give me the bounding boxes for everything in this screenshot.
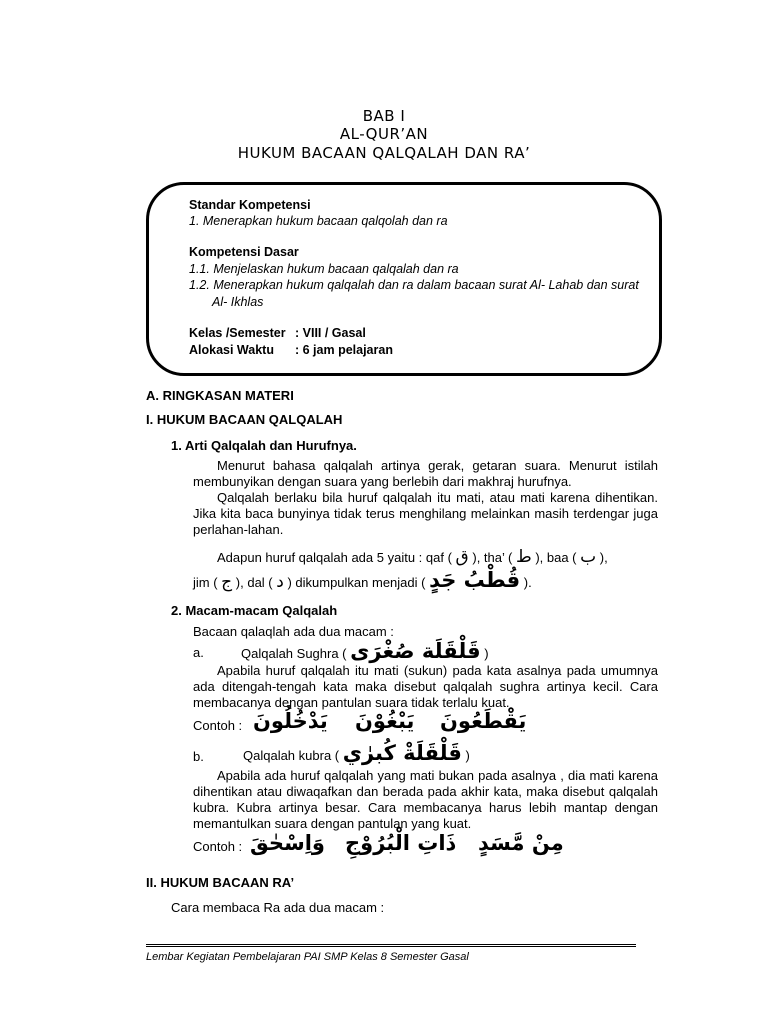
type-b-title bbox=[243, 741, 470, 765]
subsection-2-heading: 2. Macam-macam Qalqalah bbox=[171, 603, 338, 618]
type-a-example-label: Contoh : bbox=[193, 718, 243, 733]
type-b-paragraph: Apabila ada huruf qalqalah yang mati bukan pada asalnya , dia mati karena dihentikan atau diwaqafkan dan berada pada akhir kata, maka disebut qalqalah kubra. Kubra artinya besar. Cara membacanya harus lebih mantap dengan memantulkan suara dengan pantulan yang kuat. bbox=[193, 768, 658, 831]
type-b-example-label: Contoh : bbox=[193, 839, 243, 854]
type-b-marker: b. bbox=[193, 749, 204, 764]
section-a-heading: A. RINGKASAN MATERI bbox=[146, 388, 294, 403]
type-a-close: ) bbox=[484, 646, 489, 661]
type-a-marker: a. bbox=[193, 645, 204, 660]
type-a-example-1: يَقْطَعُونَ bbox=[440, 709, 527, 733]
letters-text-c: ), baa ( bbox=[535, 550, 577, 565]
kd-item-1: 1.1. Menjelaskan hukum bacaan qalqalah dan ra bbox=[189, 262, 459, 276]
type-a-example-3: يَدْخُلُونَ bbox=[253, 709, 328, 733]
letter-tha: ط bbox=[515, 547, 532, 567]
chapter-title: AL-QUR’AN bbox=[339, 125, 429, 143]
chapter-subtitle: HUKUM BACAAN QALQALAH DAN RA’ bbox=[237, 144, 531, 162]
section-2-heading: II. HUKUM BACAAN RA’ bbox=[146, 875, 295, 890]
kd-heading: Kompetensi Dasar bbox=[189, 245, 299, 259]
alokasi-label: Alokasi Waktu bbox=[189, 343, 274, 357]
footer-rule-bottom bbox=[146, 946, 636, 947]
paragraph-qalqalah-rule: Qalqalah berlaku bila huruf qalqalah itu mati, atau mati karena dihentikan. Jika kita baca bunyinya tidak terus menghilang melainkan masih terdengar juga perlahan-lahan. bbox=[193, 490, 658, 537]
type-b-label: Qalqalah kubra ( bbox=[243, 748, 340, 763]
sk-heading: Standar Kompetensi bbox=[189, 198, 311, 212]
type-b-example-2: ذَاتِ الْبُرُوْجِ bbox=[345, 831, 457, 855]
letter-qaf: ق bbox=[455, 547, 469, 567]
letters-text-d: ), bbox=[599, 550, 608, 565]
kelas-label: Kelas /Semester bbox=[189, 326, 286, 340]
kd-item-2: 1.2. Menerapkan hukum qalqalah dan ra dalam bacaan surat Al- Lahab dan surat bbox=[189, 278, 639, 292]
footer-text: Lembar Kegiatan Pembelajaran PAI SMP Kelas 8 Semester Gasal bbox=[146, 951, 469, 963]
section-1-heading: I. HUKUM BACAAN QALQALAH bbox=[146, 412, 343, 427]
letter-jim: ج bbox=[221, 572, 233, 592]
letter-baa: ب bbox=[580, 547, 597, 567]
kelas-value: : VIII / Gasal bbox=[295, 326, 366, 340]
letters-line-2 bbox=[193, 568, 532, 592]
subsection-1-heading: 1. Arti Qalqalah dan Hurufnya. bbox=[171, 438, 357, 453]
phrase-qutbu-jadin: قُطْبُ جَدٍ bbox=[429, 568, 521, 592]
type-b-close: ) bbox=[465, 748, 470, 763]
type-a-example-2: يَبْغُوْنَ bbox=[355, 709, 415, 733]
letters-text-b: ), tha’ ( bbox=[472, 550, 513, 565]
paragraph-definition: Menurut bahasa qalqalah artinya gerak, getaran suara. Menurut istilah membunyikan dengan suara yang berlebih dari makhraj hurufnya. bbox=[193, 458, 658, 489]
type-b-example-1: مِنْ مَّسَدٍ bbox=[478, 831, 564, 855]
sk-item: 1. Menerapkan hukum bacaan qalqolah dan ra bbox=[189, 214, 448, 228]
letters-text-g: ) dikumpulkan menjadi ( bbox=[287, 575, 426, 590]
letters-text-h: ). bbox=[523, 575, 532, 590]
kd-item-2-continued: Al- Ikhlas bbox=[212, 295, 264, 309]
letters-text-f: ), dal ( bbox=[235, 575, 273, 590]
letters-text-e: jim ( bbox=[193, 575, 218, 590]
letters-line-1 bbox=[217, 547, 608, 567]
types-intro: Bacaan qalaqlah ada dua macam : bbox=[193, 624, 394, 639]
type-b-arabic: قَلْقَلَةْ كُبرٰي bbox=[342, 741, 462, 765]
footer-rule-top bbox=[146, 944, 636, 945]
letters-text-a: Adapun huruf qalqalah ada 5 yaitu : qaf ( bbox=[217, 550, 452, 565]
type-a-paragraph: Apabila huruf qalqalah itu mati (sukun) pada kata asalnya pada umumnya ada ditengah-tengah kata maka disebut qalqalah sughra artinya kecil. Cara membacanya dengan pantulan suara tidak terlalu kuat. bbox=[193, 663, 658, 710]
type-a-label: Qalqalah Sughra ( bbox=[241, 646, 347, 661]
letter-dal: د bbox=[276, 572, 284, 592]
type-a-title bbox=[241, 639, 489, 663]
chapter-number: BAB I bbox=[362, 107, 406, 125]
alokasi-value: : 6 jam pelajaran bbox=[295, 343, 393, 357]
section-2-intro: Cara membaca Ra ada dua macam : bbox=[171, 900, 385, 915]
type-a-arabic: قَلْقَلَة صُغْرَى bbox=[350, 639, 481, 663]
type-b-example-3: وَاِسْحٰقَ bbox=[250, 831, 325, 855]
